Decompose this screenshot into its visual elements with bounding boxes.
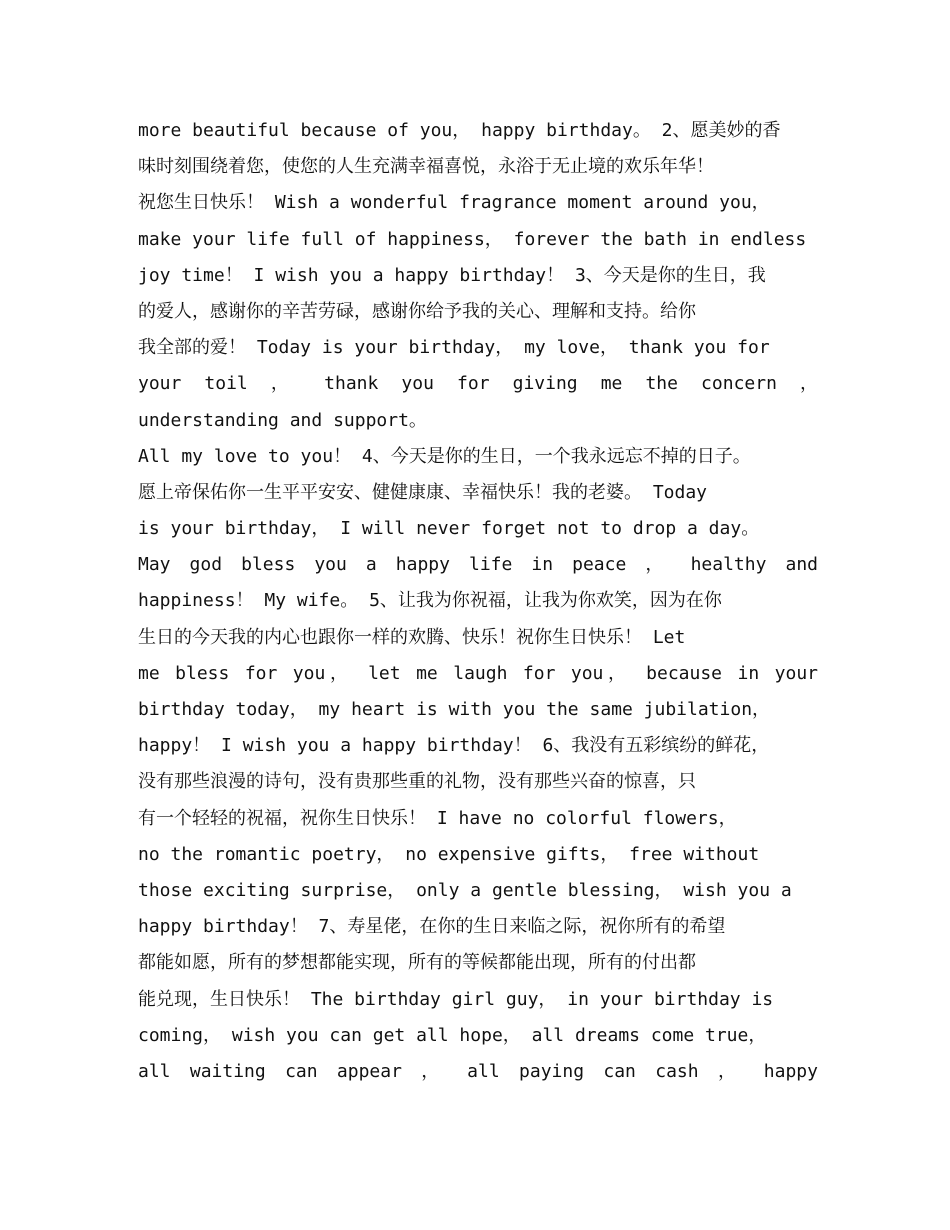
body-text [138, 113, 818, 1090]
text-line: May god bless you a happy life in peace ， healthy and [138, 554, 818, 576]
text-line: 的爱人，感谢你的辛苦劳碌，感谢你给予我的关心、理解和支持。给你 [138, 300, 696, 322]
text-line: All my love to you！ 4、今天是你的生日，一个我永远忘不掉的日子。 [138, 445, 751, 467]
text-line: is your birthday， I will never forget not to drop a day。 [138, 518, 760, 540]
text-line: happy！ I wish you a happy birthday！ 6、我没有五彩缤纷的鲜花， [138, 735, 770, 757]
text-line: 有一个轻轻的祝福，祝你生日快乐！ I have no colorful flowers， [138, 807, 737, 829]
text-line: your toil ， thank you for giving me the concern ， [138, 373, 818, 395]
text-line: all waiting can appear ， all paying can cash ， happy [138, 1060, 818, 1082]
text-line: no the romantic poetry， no expensive gifts， free without [138, 843, 760, 865]
text-line: 味时刻围绕着您，使您的人生充满幸福喜悦，永浴于无止境的欢乐年华！ [138, 156, 714, 178]
text-line: happy birthday！ 7、寿星佬，在你的生日来临之际，祝你所有的希望 [138, 916, 726, 938]
text-line: 没有那些浪漫的诗句，没有贵那些重的礼物，没有那些兴奋的惊喜，只 [138, 771, 696, 793]
text-line: 能兑现，生日快乐！ The birthday girl guy， in your birthday is [138, 988, 774, 1010]
text-line: birthday today， my heart is with you the same jubilation， [138, 699, 771, 720]
text-line: make your life full of happiness， forever the bath in endless [138, 228, 807, 250]
text-line: 我全部的爱！ Today is your birthday， my love， thank you for [138, 337, 770, 359]
text-line: joy time！ I wish you a happy birthday！ 3、今天是你的生日，我 [138, 264, 766, 286]
text-line: more beautiful because of you， happy birthday。 2、愿美妙的香 [138, 120, 781, 141]
text-line: 愿上帝保佑你一生平平安安、健健康康、幸福快乐！我的老婆。 Today [138, 481, 708, 503]
text-line: 生日的今天我的内心也跟你一样的欢腾、快乐！祝你生日快乐！ Let [138, 626, 686, 648]
text-line: happiness！ My wife。 5、让我为你祝福，让我为你欢笑，因为在你 [138, 590, 722, 612]
text-line: those exciting surprise， only a gentle blessing， wish you a [138, 879, 792, 901]
text-line: 祝您生日快乐！ Wish a wonderful fragrance moment around you， [138, 192, 770, 214]
text-line: understanding and support。 [138, 409, 427, 431]
text-line: 都能如愿，所有的梦想都能实现，所有的等候都能出现，所有的付出都 [138, 952, 696, 974]
text-line: me bless for you， let me laugh for you， because in your [138, 662, 818, 684]
text-line: coming， wish you can get all hope， all dreams come true， [138, 1024, 767, 1046]
